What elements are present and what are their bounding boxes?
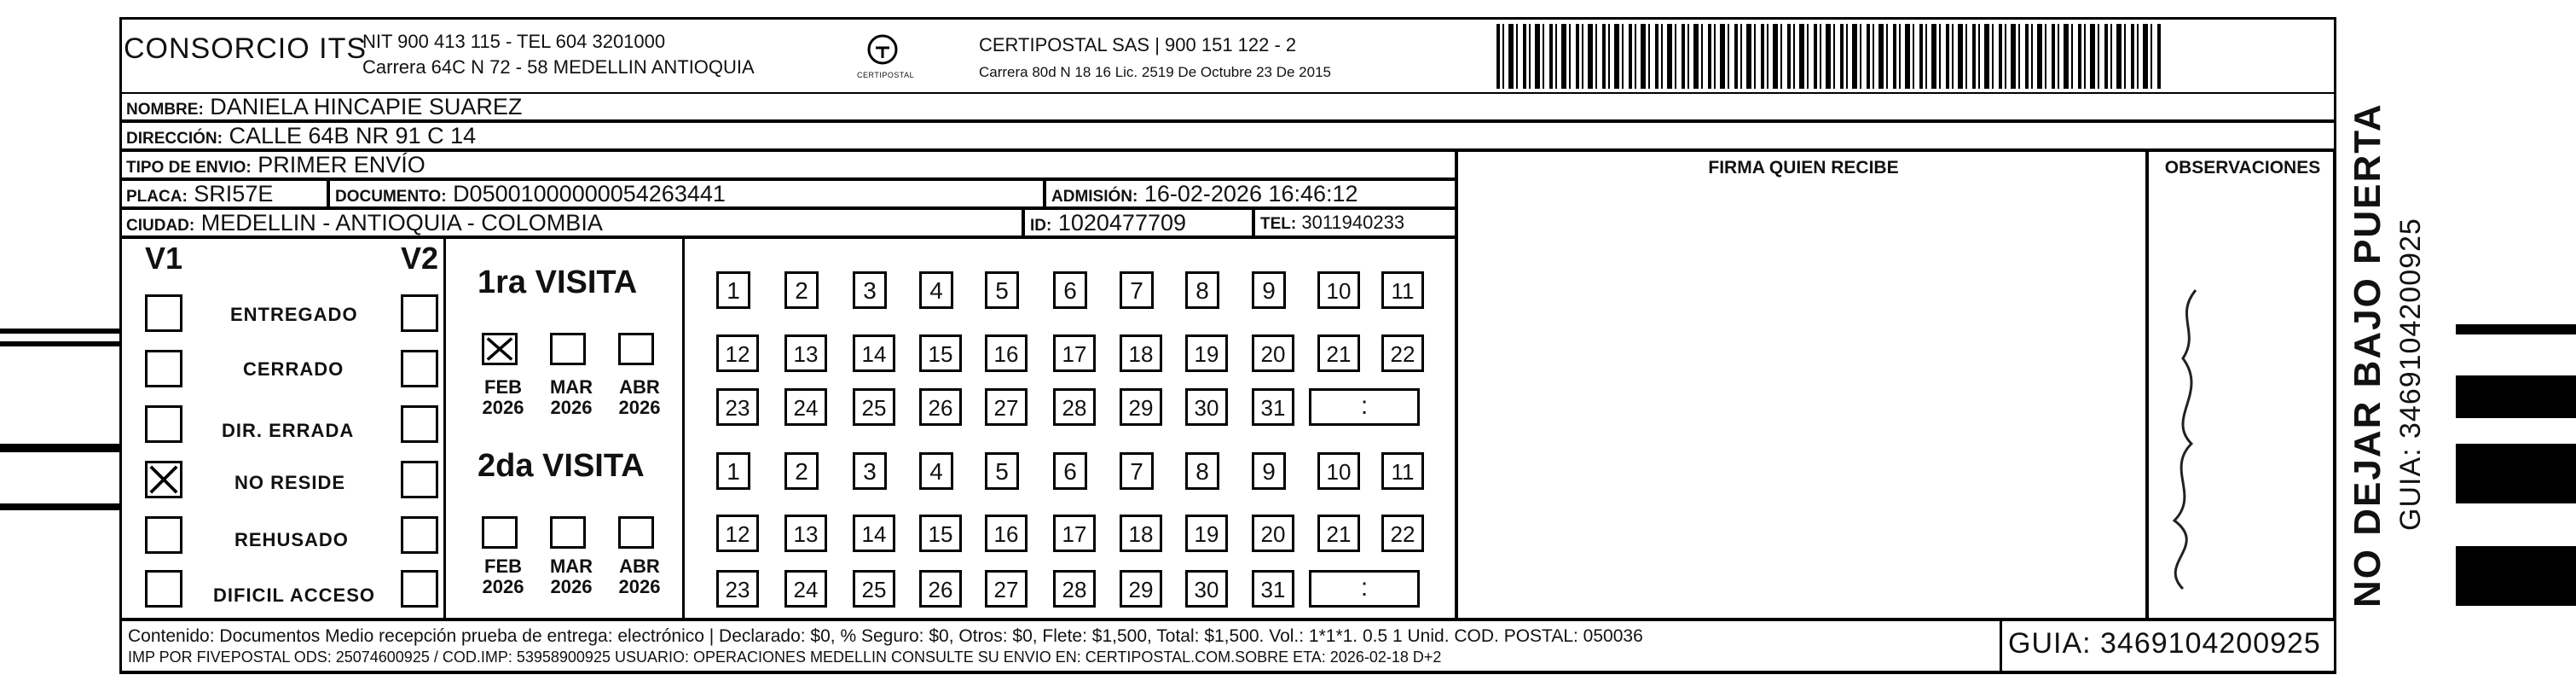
month-year: 2026 [482,576,524,597]
admission-cell [1045,179,1456,208]
visit2-day-26[interactable]: 26 [919,570,962,608]
month-box-abr-2[interactable] [618,516,654,549]
scan-streak [2456,375,2576,418]
scan-streak [0,503,119,510]
visit2-day-2[interactable]: 2 [784,452,819,490]
visit1-day-25[interactable]: 25 [853,388,895,426]
scan-streak [0,341,119,346]
month-box-abr-1[interactable] [618,333,654,365]
scan-streak [2456,546,2576,606]
month-name: ABR [619,555,660,577]
status-cerrado: CERRADO [243,358,344,380]
month-abr-2 [610,556,669,597]
scan-streak [2456,444,2576,503]
plate-label: PLACA: [126,188,188,206]
month-year: 2026 [482,397,524,418]
check-mark-icon [484,335,515,363]
footer [119,619,2336,672]
signature-area [1456,150,2147,619]
visit2-day-21[interactable]: 21 [1317,515,1360,552]
month-year: 2026 [618,576,661,597]
visit1-day-12[interactable]: 12 [716,334,759,372]
visit2-day-20[interactable]: 20 [1252,515,1294,552]
id-value: 1020477709 [1057,210,1187,236]
time-separator: : [1360,573,1369,602]
status-dificil-acceso: DIFICIL ACCESO [213,585,376,606]
visit2-day-1[interactable]: 1 [716,452,750,490]
month-name: MAR [549,376,593,398]
visit1-day-4[interactable]: 4 [919,271,953,309]
signature-scribble [2149,282,2226,606]
visit1-day-22[interactable]: 22 [1381,334,1424,372]
visit1-day-18[interactable]: 18 [1120,334,1162,372]
scan-streak [0,329,119,334]
status-no-reside: NO RESIDE [234,472,346,493]
check-mark-icon [148,463,180,496]
tel-label: TEL: [1260,215,1297,233]
visit2-day-11[interactable]: 11 [1381,452,1424,490]
type-row [119,150,1456,179]
name-row [119,92,2336,121]
courier-name: CERTIPOSTAL SAS | 900 151 122 - 2 [979,34,1297,55]
visit2-day-25[interactable]: 25 [853,570,895,608]
shipment-type: PRIMER ENVÍO [258,152,425,177]
month-abr-1 [610,377,669,418]
visit1-day-8[interactable]: 8 [1185,271,1219,309]
v1-checkbox-no-reside[interactable] [145,461,182,498]
no-dejar-bajo-puerta: NO DEJAR BAJO PUERTA [2347,102,2388,608]
visit2-day-19[interactable]: 19 [1185,515,1228,552]
v1-checkbox-cerrado[interactable] [145,350,182,387]
visit2-day-8[interactable]: 8 [1185,452,1219,490]
visit1-day-21[interactable]: 21 [1317,334,1360,372]
doc-label: DOCUMENTO: [335,188,447,206]
divider-months [682,237,685,619]
courier-address: Carrera 80d N 18 16 Lic. 2519 De Octubre 23 De 2015 [979,64,1331,80]
visit1-day-3[interactable]: 3 [853,271,887,309]
visit2-day-22[interactable]: 22 [1381,515,1424,552]
footer-divider [2000,621,2002,672]
plate-value: SRI57E [194,181,274,206]
visit2-day-3[interactable]: 3 [853,452,887,490]
visit2-day-17[interactable]: 17 [1053,515,1096,552]
time-separator: : [1360,392,1369,420]
visit2-day-30[interactable]: 30 [1185,570,1228,608]
month-name: ABR [619,376,660,398]
visit2-day-5[interactable]: 5 [985,452,1019,490]
city-cell [119,208,1023,237]
status-entregado: ENTREGADO [230,304,358,325]
company-name: CONSORCIO ITS [124,32,368,65]
visit1-day-9[interactable]: 9 [1252,271,1286,309]
visit1-day-5[interactable]: 5 [985,271,1019,309]
visit1-day-7[interactable]: 7 [1120,271,1154,309]
city-label: CIUDAD: [126,217,195,235]
plate-cell [119,179,328,208]
visit1-day-15[interactable]: 15 [919,334,962,372]
visit1-day-17[interactable]: 17 [1053,334,1096,372]
visit2-day-31[interactable]: 31 [1252,570,1294,608]
v2-checkbox-entregado[interactable] [401,294,438,332]
visit1-day-11[interactable]: 11 [1381,271,1424,309]
guia-number: GUIA: 3469104200925 [2008,627,2321,660]
visit2-day-7[interactable]: 7 [1120,452,1154,490]
visit1-day-26[interactable]: 26 [919,388,962,426]
v2-checkbox-rehusado[interactable] [401,516,438,554]
footer-content: Contenido: Documentos Medio recepción prueba de entrega: electrónico | Declarado: $0, % Seguro: $0, Otros: $0, Flete: $1,500, Total: $1,500. Vol.: 1*1*1. 0.5 1 Unid. COD. POSTAL: 050036 [128,626,1643,646]
company-nit: NIT 900 413 115 - TEL 604 3201000 [362,31,666,52]
time-box-1[interactable] [1309,388,1420,426]
type-label: TIPO DE ENVIO: [126,159,252,177]
visit2-day-4[interactable]: 4 [919,452,953,490]
visit1-day-24[interactable]: 24 [784,388,827,426]
month-year: 2026 [550,397,593,418]
status-dir-errada: DIR. ERRADA [222,420,355,441]
v1-checkbox-dificil-acceso[interactable] [145,570,182,608]
tel-cell [1253,208,1456,237]
visit2-day-18[interactable]: 18 [1120,515,1162,552]
v2-checkbox-cerrado[interactable] [401,350,438,387]
second-visit-title: 2da VISITA [478,448,645,484]
doc-cell [328,179,1045,208]
visit1-day-13[interactable]: 13 [784,334,827,372]
v1-checkbox-entregado[interactable] [145,294,182,332]
visit2-day-10[interactable]: 10 [1317,452,1360,490]
visit1-day-28[interactable]: 28 [1053,388,1096,426]
visit1-day-16[interactable]: 16 [985,334,1028,372]
signature-header: FIRMA QUIEN RECIBE [1708,158,1899,177]
month-year: 2026 [550,576,593,597]
tel-value: 3011940233 [1301,212,1405,233]
side-guia-number: GUIA: 3469104200925 [2394,218,2427,531]
address-label: DIRECCIÓN: [126,130,223,148]
month-name: MAR [549,555,593,577]
visit2-day-12[interactable]: 12 [716,515,759,552]
visit2-day-28[interactable]: 28 [1053,570,1096,608]
v2-checkbox-dir-errada[interactable] [401,405,438,443]
visit2-day-14[interactable]: 14 [853,515,895,552]
doc-value: D05001000000054263441 [453,181,726,206]
company-address: Carrera 64C N 72 - 58 MEDELLIN ANTIOQUIA [362,56,755,78]
time-box-2[interactable] [1309,570,1420,608]
visit2-day-13[interactable]: 13 [784,515,827,552]
visit1-day-14[interactable]: 14 [853,334,895,372]
visit2-day-29[interactable]: 29 [1120,570,1162,608]
visit2-day-23[interactable]: 23 [716,570,759,608]
month-mar-2 [541,556,601,597]
id-cell [1023,208,1253,237]
visit2-day-6[interactable]: 6 [1053,452,1087,490]
visit1-day-2[interactable]: 2 [784,271,819,309]
visit1-day-30[interactable]: 30 [1185,388,1228,426]
id-label: ID: [1030,217,1052,235]
v2-checkbox-no-reside[interactable] [401,461,438,498]
month-mar-1 [541,377,601,418]
visit1-day-1[interactable]: 1 [716,271,750,309]
visit2-day-16[interactable]: 16 [985,515,1028,552]
month-feb-2 [473,556,533,597]
v2-label: V2 [401,241,439,276]
visit2-day-15[interactable]: 15 [919,515,962,552]
visit2-day-24[interactable]: 24 [784,570,827,608]
scan-streak [2456,324,2576,334]
v1-checkbox-rehusado[interactable] [145,516,182,554]
visit1-day-27[interactable]: 27 [985,388,1028,426]
admission-value: 16-02-2026 16:46:12 [1143,181,1358,206]
visit2-day-9[interactable]: 9 [1252,452,1286,490]
divider-status [443,237,446,619]
visit1-day-6[interactable]: 6 [1053,271,1087,309]
scan-streak [0,444,119,452]
v2-checkbox-dificil-acceso[interactable] [401,570,438,608]
status-rehusado: REHUSADO [234,529,349,550]
month-name: FEB [484,376,522,398]
month-year: 2026 [618,397,661,418]
visit1-day-29[interactable]: 29 [1120,388,1162,426]
city-value: MEDELLIN - ANTIOQUIA - COLOMBIA [200,210,603,236]
visit1-day-20[interactable]: 20 [1252,334,1294,372]
address-row [119,121,2336,150]
month-feb-1 [473,377,533,418]
month-box-feb-2[interactable] [482,516,518,549]
logo-text: CERTIPOSTAL [857,71,915,79]
visit1-day-23[interactable]: 23 [716,388,759,426]
month-box-feb-1[interactable] [482,333,518,365]
visit2-day-27[interactable]: 27 [985,570,1028,608]
admission-label: ADMISIÓN: [1051,188,1138,206]
month-box-mar-2[interactable] [550,516,586,549]
first-visit-title: 1ra VISITA [478,265,638,300]
visit1-day-10[interactable]: 10 [1317,271,1360,309]
v1-checkbox-dir-errada[interactable] [145,405,182,443]
month-name: FEB [484,555,522,577]
footer-print-info: IMP POR FIVEPOSTAL ODS: 25074600925 / COD.IMP: 53958900925 USUARIO: OPERACIONES MEDELLIN CONSULTE SU ENVIO EN: CERTIPOSTAL.COM.SOBRE ETA: 2026-02-18 D+2 [128,649,1442,666]
visit1-day-31[interactable]: 31 [1252,388,1294,426]
v1-label: V1 [145,241,183,276]
visit1-day-19[interactable]: 19 [1185,334,1228,372]
name-label: NOMBRE: [126,101,204,119]
recipient-address: CALLE 64B NR 91 C 14 [229,123,477,148]
observations-header: OBSERVACIONES [2164,158,2321,177]
month-box-mar-1[interactable] [550,333,586,365]
recipient-name: DANIELA HINCAPIE SUAREZ [210,94,523,119]
